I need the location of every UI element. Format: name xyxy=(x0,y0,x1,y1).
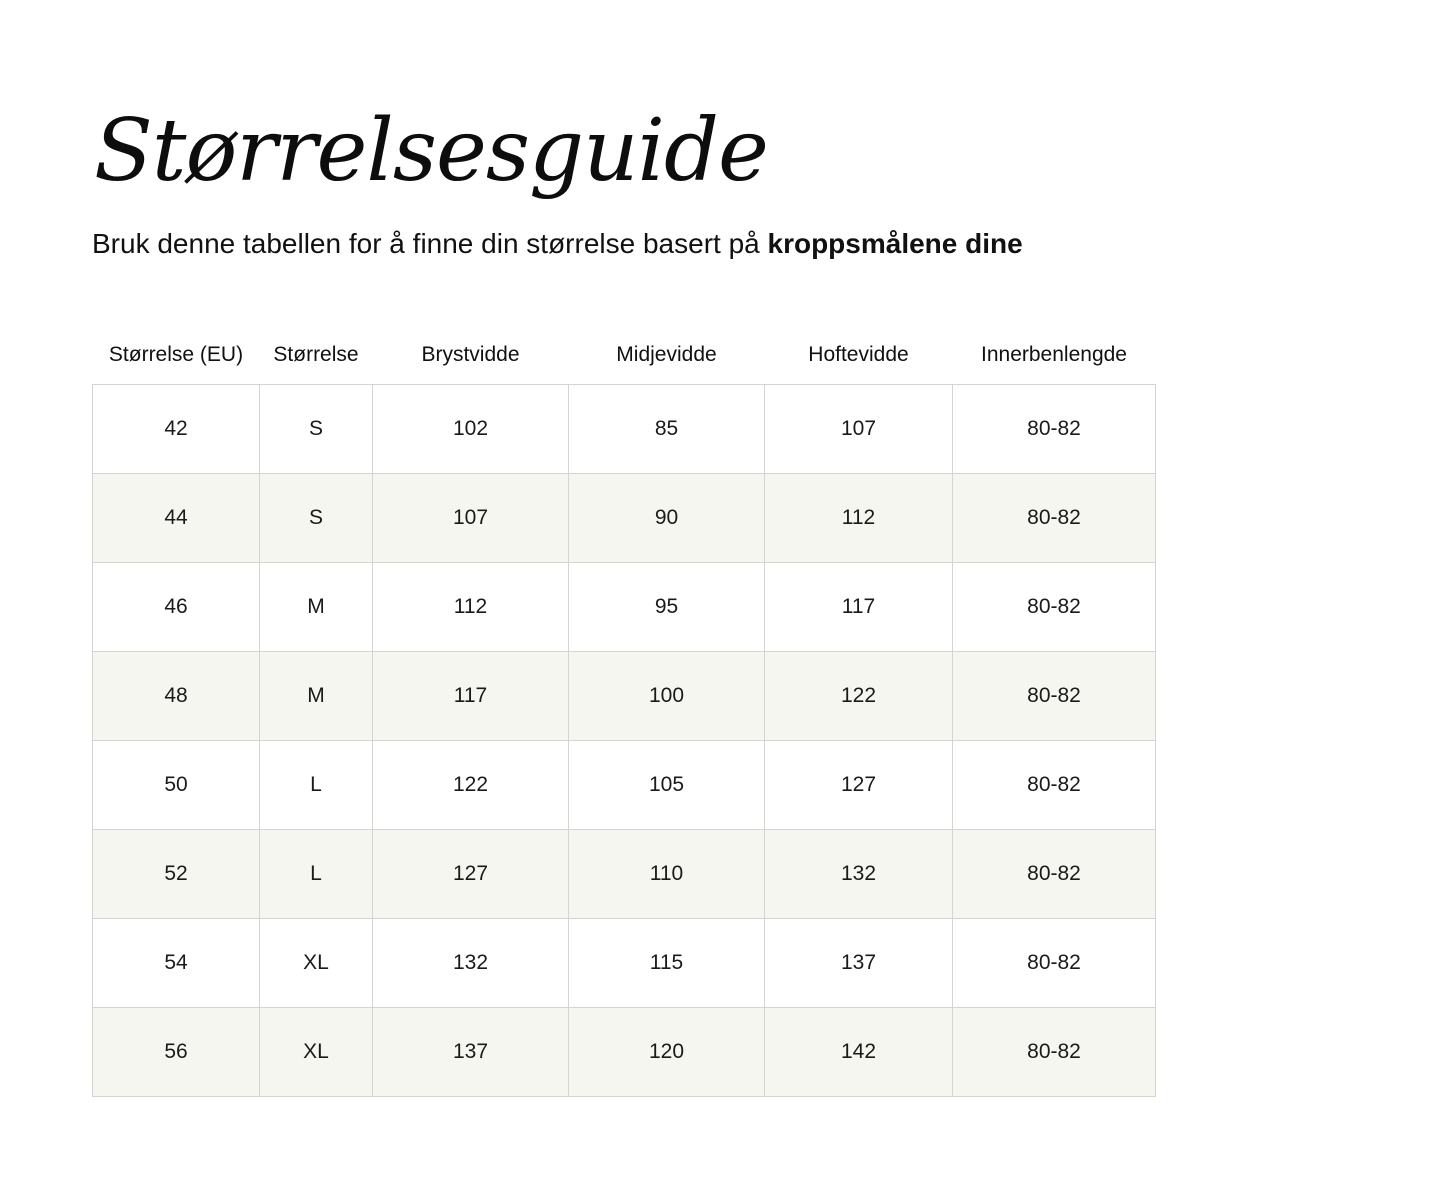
table-row xyxy=(93,741,1156,830)
cell-chest: 132 xyxy=(373,919,569,1008)
table-row xyxy=(93,563,1156,652)
cell-size: XL xyxy=(260,1008,373,1097)
cell-chest: 102 xyxy=(373,385,569,474)
cell-inseam: 80-82 xyxy=(953,919,1156,1008)
cell-inseam: 80-82 xyxy=(953,563,1156,652)
header-waist: Midjevidde xyxy=(616,343,717,366)
cell-chest: 107 xyxy=(373,474,569,563)
cell-waist: 120 xyxy=(569,1008,765,1097)
cell-chest: 127 xyxy=(373,830,569,919)
table-row xyxy=(93,919,1156,1008)
header-chest: Brystvidde xyxy=(421,343,520,366)
table-row xyxy=(93,652,1156,741)
cell-waist: 110 xyxy=(569,830,765,919)
cell-size-eu: 48 xyxy=(93,652,260,741)
cell-size: XL xyxy=(260,919,373,1008)
cell-hip: 117 xyxy=(765,563,953,652)
cell-inseam: 80-82 xyxy=(953,741,1156,830)
cell-inseam: 80-82 xyxy=(953,1008,1156,1097)
cell-size: S xyxy=(260,474,373,563)
cell-chest: 117 xyxy=(373,652,569,741)
subtitle-emphasis: kroppsmålene dine xyxy=(767,228,1023,259)
cell-size: L xyxy=(260,741,373,830)
header-size: Størrelse xyxy=(273,343,359,366)
cell-waist: 105 xyxy=(569,741,765,830)
cell-size-eu: 44 xyxy=(93,474,260,563)
cell-hip: 112 xyxy=(765,474,953,563)
cell-hip: 142 xyxy=(765,1008,953,1097)
header-hip: Hoftevidde xyxy=(808,343,909,366)
cell-chest: 112 xyxy=(373,563,569,652)
size-table xyxy=(92,326,1156,1097)
cell-size: M xyxy=(260,563,373,652)
cell-size: S xyxy=(260,385,373,474)
cell-inseam: 80-82 xyxy=(953,652,1156,741)
table-row xyxy=(93,385,1156,474)
cell-inseam: 80-82 xyxy=(953,830,1156,919)
page-subtitle xyxy=(92,226,1023,262)
cell-size: M xyxy=(260,652,373,741)
cell-chest: 122 xyxy=(373,741,569,830)
cell-size-eu: 50 xyxy=(93,741,260,830)
page-title: Størrelsesguide xyxy=(94,101,768,201)
table-row xyxy=(93,830,1156,919)
cell-hip: 127 xyxy=(765,741,953,830)
cell-hip: 122 xyxy=(765,652,953,741)
subtitle-text: Bruk denne tabellen for å finne din størrelse basert på xyxy=(92,228,768,259)
cell-hip: 107 xyxy=(765,385,953,474)
table-row xyxy=(93,1008,1156,1097)
table-row xyxy=(93,474,1156,563)
cell-size: L xyxy=(260,830,373,919)
cell-hip: 137 xyxy=(765,919,953,1008)
cell-size-eu: 46 xyxy=(93,563,260,652)
cell-waist: 95 xyxy=(569,563,765,652)
cell-size-eu: 52 xyxy=(93,830,260,919)
header-size-eu: Størrelse (EU) xyxy=(108,343,244,366)
table-header-row xyxy=(93,326,1156,385)
cell-chest: 137 xyxy=(373,1008,569,1097)
header-inseam: Innerbenlengde xyxy=(981,343,1127,366)
cell-waist: 90 xyxy=(569,474,765,563)
cell-size-eu: 56 xyxy=(93,1008,260,1097)
cell-size-eu: 42 xyxy=(93,385,260,474)
cell-waist: 115 xyxy=(569,919,765,1008)
cell-inseam: 80-82 xyxy=(953,385,1156,474)
cell-waist: 100 xyxy=(569,652,765,741)
cell-waist: 85 xyxy=(569,385,765,474)
cell-size-eu: 54 xyxy=(93,919,260,1008)
cell-hip: 132 xyxy=(765,830,953,919)
cell-inseam: 80-82 xyxy=(953,474,1156,563)
